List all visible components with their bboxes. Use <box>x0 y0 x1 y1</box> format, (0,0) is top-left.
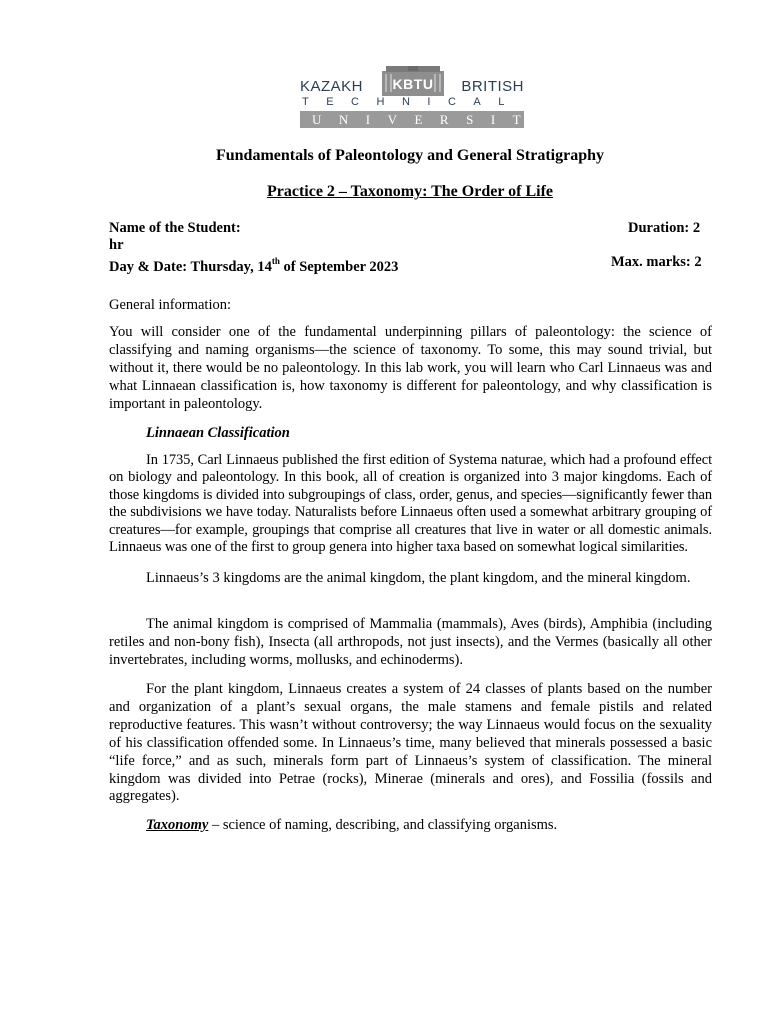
taxonomy-definition-text: – science of naming, describing, and classifying organisms. <box>208 817 558 833</box>
animal-kingdom-paragraph: The animal kingdom is comprised of Mammalia (mammals), Aves (birds), Amphibia (including retiles and non-bony fish), Insecta (all arthropods, not just insects), and the Vermes (basically all other invertebrates, including worms, mollusks, and echinoderms). <box>109 616 712 668</box>
logo-technical-text: TECHNICAL <box>302 96 522 108</box>
plant-kingdom-paragraph: For the plant kingdom, Linnaeus creates a system of 24 classes of plants based on the number and organization of a plant’s sexual organs, the male stamens and female pistils and related reproductive features. This wasn’t without controversy; the way Linnaeus would focus on the sexuality of his classification offended some. In Linnaeus’s time, many believed that minerals possessed a basic “life force,” and as such, minerals form part of Linnaeus’s system of classification. The mineral kingdom was divided into Petrae (rocks), Minerae (minerals and ores), and Fossilia (fossils and aggregates). <box>109 681 712 805</box>
max-marks: Max. marks: 2 <box>611 254 702 270</box>
day-date-line <box>109 254 398 276</box>
student-name-label: Name of the Student: <box>109 220 241 236</box>
kingdoms-paragraph: Linnaeus’s 3 kingdoms are the animal kingdom, the plant kingdom, and the mineral kingdom. <box>146 570 691 586</box>
practice-title: Practice 2 – Taxonomy: The Order of Life <box>266 183 554 200</box>
general-info-label: General information: <box>109 297 231 313</box>
logo-building-icon <box>382 66 444 96</box>
course-title: Fundamentals of Paleontology and General Stratigraphy <box>215 147 604 164</box>
university-logo <box>300 66 565 130</box>
date-suffix: of September 2023 <box>279 258 399 275</box>
intro-paragraph: You will consider one of the fundamental underpinning pillars of paleontology: the science of classifying and naming organisms—the science of taxonomy. To some, this may sound trivial, but without it, there would be no paleontology. In this lab work, you will learn who Carl Linnaeus was and what Linnaean classification is, how taxonomy is different for paleontology, and why classification is important in paleontology. <box>109 324 712 412</box>
logo-university-text: UNIVERSITY <box>300 111 524 128</box>
taxonomy-definition <box>109 817 712 835</box>
duration-unit: hr <box>109 237 124 253</box>
duration-label: Duration: 2 <box>628 220 701 236</box>
section-heading: Linnaean Classification <box>146 425 290 441</box>
taxonomy-term: Taxonomy <box>146 817 209 833</box>
logo-kbtu-text: KBTU <box>392 76 434 92</box>
date-ordinal: th <box>271 256 280 266</box>
date-prefix: Day & Date: Thursday, 14 <box>109 258 272 275</box>
linnaeus-1735-paragraph: In 1735, Carl Linnaeus published the first edition of Systema naturae, which had a profound effect on biology and paleontology. In this book, all of creation is organized into 3 major kingdoms. Each of those kingdoms is divided into subgroupings of class, order, genus, and species—significantly fewer than the subdivisions we have today. Naturalists before Linnaeus often used a somewhat arbitrary grouping of creatures—for example, groupings that comprise all creatures that live in water or all domestic animals. Linnaeus was one of the first to group genera into higher taxa based on somewhat logical similarities. <box>109 452 712 556</box>
logo-kazakh-text: KAZAKH <box>300 78 364 95</box>
logo-british-text: BRITISH <box>461 78 524 95</box>
